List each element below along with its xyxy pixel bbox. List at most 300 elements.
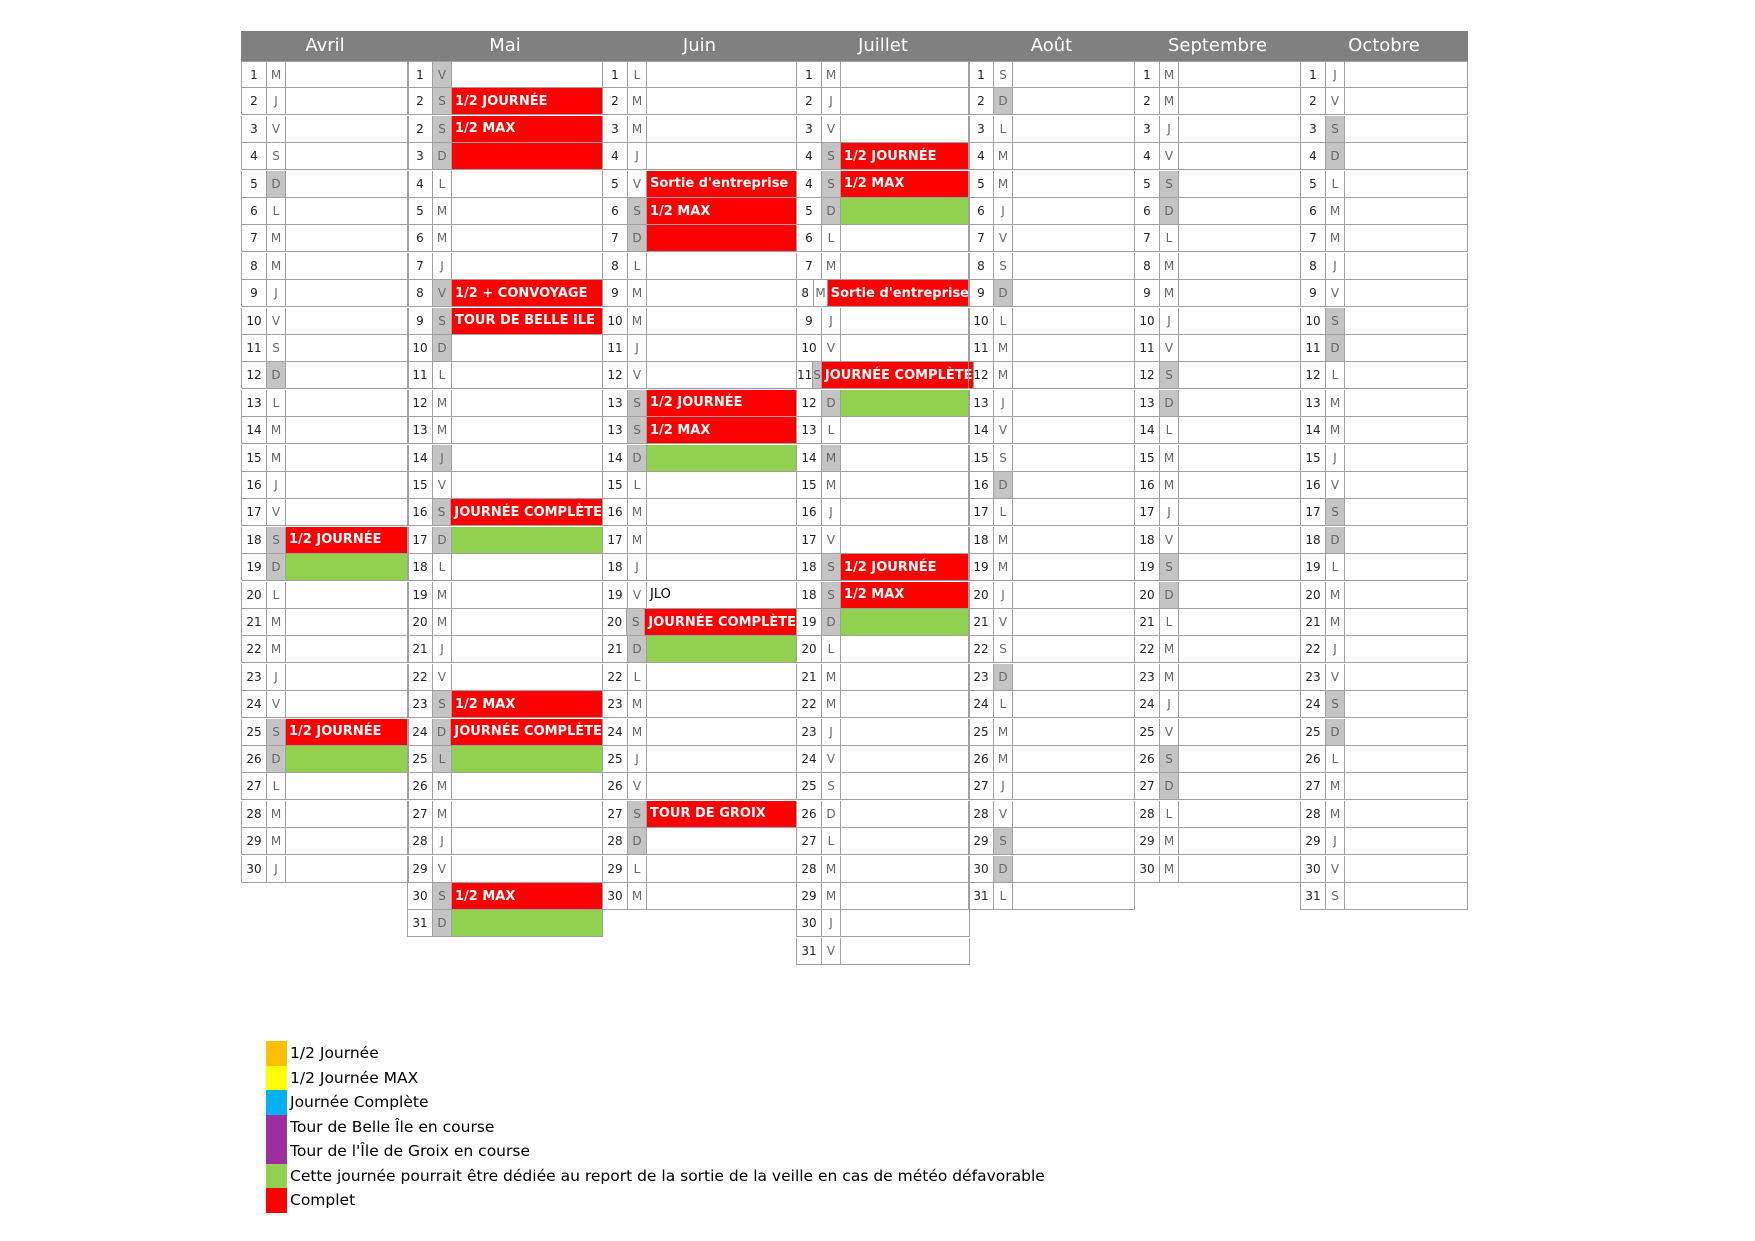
day-number: 17 bbox=[968, 499, 993, 525]
day-number: 20 bbox=[602, 609, 626, 635]
day-number: 4 bbox=[796, 143, 821, 169]
day-row bbox=[1300, 609, 1468, 636]
empty-cell bbox=[1012, 417, 1135, 443]
day-row bbox=[602, 61, 797, 88]
empty-cell bbox=[1012, 116, 1135, 142]
day-number: 30 bbox=[796, 910, 821, 936]
weekday-letter: M bbox=[266, 417, 285, 443]
weekday-letter: M bbox=[1325, 225, 1344, 251]
empty-cell bbox=[1012, 773, 1135, 799]
day-row bbox=[796, 856, 970, 883]
day-row bbox=[407, 445, 603, 472]
empty-cell bbox=[1012, 225, 1135, 251]
day-row bbox=[1134, 499, 1301, 526]
weekday-letter: J bbox=[821, 910, 840, 936]
day-row bbox=[1134, 636, 1301, 663]
weekday-letter: M bbox=[1159, 636, 1178, 662]
empty-cell bbox=[1344, 225, 1468, 251]
weekday-letter: J bbox=[821, 499, 840, 525]
day-number: 5 bbox=[407, 198, 432, 224]
empty-cell bbox=[1012, 636, 1135, 662]
month-header: Septembre bbox=[1134, 31, 1301, 61]
empty-cell bbox=[1178, 582, 1301, 608]
day-row bbox=[1134, 472, 1301, 499]
weekday-letter: V bbox=[432, 856, 451, 882]
weekday-letter: L bbox=[993, 308, 1012, 334]
day-number: 26 bbox=[796, 801, 821, 827]
event-cell: JOURNÉE COMPLÈTE bbox=[821, 362, 974, 388]
day-row bbox=[796, 938, 970, 965]
day-row bbox=[1134, 280, 1301, 307]
weekday-letter: S bbox=[993, 62, 1012, 87]
empty-cell bbox=[1178, 362, 1301, 388]
weekday-letter: L bbox=[1325, 171, 1344, 197]
weekday-letter: M bbox=[1325, 773, 1344, 799]
weekday-letter: J bbox=[1159, 308, 1178, 334]
empty-cell bbox=[646, 280, 797, 306]
day-row bbox=[796, 308, 970, 335]
empty-cell bbox=[1344, 253, 1468, 279]
day-row bbox=[602, 773, 797, 800]
day-number: 3 bbox=[1300, 116, 1325, 142]
empty-cell bbox=[1012, 582, 1135, 608]
day-row bbox=[602, 88, 797, 115]
legend-label: Tour de Belle Île en course bbox=[290, 1117, 495, 1136]
empty-cell bbox=[1344, 335, 1468, 361]
day-row bbox=[602, 225, 797, 252]
empty-cell bbox=[1178, 198, 1301, 224]
weekday-letter: M bbox=[627, 883, 646, 909]
day-row bbox=[1300, 664, 1468, 691]
empty-cell bbox=[285, 582, 409, 608]
weekday-letter: M bbox=[821, 856, 840, 882]
weekday-letter: L bbox=[1159, 417, 1178, 443]
weekday-letter: M bbox=[821, 472, 840, 498]
day-row bbox=[1300, 801, 1468, 828]
weekday-letter: M bbox=[266, 225, 285, 251]
weekday-letter: M bbox=[266, 828, 285, 854]
empty-cell bbox=[1178, 143, 1301, 169]
day-number: 23 bbox=[1134, 664, 1159, 690]
weekday-letter: J bbox=[993, 390, 1012, 416]
day-row bbox=[241, 664, 409, 691]
month-header: Avril bbox=[241, 31, 409, 61]
weekday-letter: J bbox=[1159, 116, 1178, 142]
day-number: 27 bbox=[602, 801, 627, 827]
weekday-letter: V bbox=[993, 801, 1012, 827]
empty-cell bbox=[1012, 499, 1135, 525]
day-number: 22 bbox=[968, 636, 993, 662]
empty-cell bbox=[1344, 856, 1468, 882]
empty-cell bbox=[840, 445, 970, 471]
weekday-letter: V bbox=[432, 664, 451, 690]
day-number: 29 bbox=[968, 828, 993, 854]
day-row bbox=[407, 472, 603, 499]
empty-cell bbox=[451, 664, 603, 690]
month-2 bbox=[407, 31, 603, 938]
empty-cell bbox=[1012, 664, 1135, 690]
weekday-letter: S bbox=[1325, 499, 1344, 525]
day-number: 7 bbox=[796, 253, 821, 279]
empty-cell bbox=[451, 62, 603, 87]
day-row bbox=[796, 472, 970, 499]
empty-cell bbox=[451, 143, 603, 169]
weekday-letter: V bbox=[627, 773, 646, 799]
day-row bbox=[602, 664, 797, 691]
day-row bbox=[602, 445, 797, 472]
empty-cell bbox=[840, 527, 970, 553]
day-row bbox=[407, 609, 603, 636]
day-number: 26 bbox=[407, 773, 432, 799]
day-number: 29 bbox=[241, 828, 266, 854]
weekday-letter: M bbox=[432, 225, 451, 251]
weekday-letter: L bbox=[1159, 609, 1178, 635]
day-row bbox=[407, 828, 603, 855]
empty-cell bbox=[285, 856, 409, 882]
day-number: 10 bbox=[241, 308, 266, 334]
empty-cell bbox=[840, 938, 970, 964]
empty-cell bbox=[1012, 691, 1135, 717]
month-4 bbox=[796, 31, 973, 965]
day-number: 14 bbox=[407, 445, 432, 471]
weekday-letter: M bbox=[1159, 664, 1178, 690]
day-number: 23 bbox=[602, 691, 627, 717]
weekday-letter: L bbox=[627, 62, 646, 87]
empty-cell bbox=[1344, 62, 1468, 87]
event-cell: 1/2 JOURNÉE bbox=[285, 527, 409, 553]
day-number: 5 bbox=[796, 198, 821, 224]
weekday-letter: L bbox=[432, 171, 451, 197]
weekday-letter: D bbox=[627, 828, 646, 854]
empty-cell bbox=[1012, 445, 1135, 471]
day-number: 27 bbox=[1300, 773, 1325, 799]
day-row bbox=[241, 856, 409, 883]
day-row bbox=[968, 61, 1135, 88]
day-row bbox=[968, 253, 1135, 280]
empty-cell bbox=[451, 856, 603, 882]
day-number: 9 bbox=[602, 280, 627, 306]
day-row bbox=[796, 225, 970, 252]
weekday-letter: M bbox=[432, 390, 451, 416]
weekday-letter: S bbox=[627, 198, 646, 224]
day-row bbox=[1300, 773, 1468, 800]
day-number: 29 bbox=[602, 856, 627, 882]
day-number: 14 bbox=[1134, 417, 1159, 443]
weekday-letter: L bbox=[266, 582, 285, 608]
day-row bbox=[241, 609, 409, 636]
day-row bbox=[1300, 362, 1468, 389]
empty-cell bbox=[646, 691, 797, 717]
weekday-letter: S bbox=[432, 308, 451, 334]
empty-cell bbox=[840, 691, 970, 717]
weekday-letter: J bbox=[627, 746, 646, 772]
empty-cell bbox=[1012, 335, 1135, 361]
day-number: 30 bbox=[407, 883, 432, 909]
empty-cell bbox=[1178, 253, 1301, 279]
day-number: 6 bbox=[1134, 198, 1159, 224]
weekday-letter: V bbox=[1325, 88, 1344, 114]
day-number: 17 bbox=[407, 527, 432, 553]
empty-cell bbox=[1178, 828, 1301, 854]
weekday-letter: M bbox=[266, 445, 285, 471]
empty-cell bbox=[646, 856, 797, 882]
weekday-letter: M bbox=[1325, 609, 1344, 635]
day-number: 21 bbox=[602, 636, 627, 662]
day-number: 2 bbox=[1300, 88, 1325, 114]
weekday-letter: J bbox=[1325, 828, 1344, 854]
day-number: 3 bbox=[1134, 116, 1159, 142]
empty-cell bbox=[1344, 198, 1468, 224]
calendar bbox=[241, 31, 1476, 971]
day-number: 12 bbox=[796, 390, 821, 416]
day-row bbox=[241, 280, 409, 307]
empty-cell bbox=[451, 828, 603, 854]
weekday-letter: L bbox=[821, 417, 840, 443]
day-row bbox=[407, 554, 603, 581]
month-header: Juillet bbox=[796, 31, 970, 61]
day-row bbox=[796, 746, 970, 773]
day-number: 8 bbox=[407, 280, 432, 306]
empty-cell bbox=[1178, 499, 1301, 525]
event-cell: JOURNÉE COMPLÈTE bbox=[644, 609, 797, 635]
day-number: 10 bbox=[796, 335, 821, 361]
weekday-letter: M bbox=[432, 582, 451, 608]
empty-cell bbox=[646, 308, 797, 334]
empty-cell bbox=[646, 719, 797, 745]
day-number: 10 bbox=[968, 308, 993, 334]
day-number: 6 bbox=[796, 225, 821, 251]
empty-cell bbox=[285, 445, 409, 471]
day-number: 21 bbox=[968, 609, 993, 635]
day-number: 5 bbox=[602, 171, 627, 197]
day-number: 18 bbox=[1300, 527, 1325, 553]
empty-cell bbox=[646, 253, 797, 279]
day-row bbox=[602, 253, 797, 280]
weekday-letter: L bbox=[432, 362, 451, 388]
day-number: 16 bbox=[602, 499, 627, 525]
day-number: 11 bbox=[602, 335, 627, 361]
day-row bbox=[602, 691, 797, 718]
weekday-letter: V bbox=[1159, 527, 1178, 553]
day-number: 1 bbox=[1300, 62, 1325, 87]
weekday-letter: J bbox=[432, 828, 451, 854]
day-row bbox=[1300, 691, 1468, 718]
day-number: 24 bbox=[796, 746, 821, 772]
day-number: 27 bbox=[968, 773, 993, 799]
empty-cell bbox=[1344, 691, 1468, 717]
empty-cell bbox=[1344, 828, 1468, 854]
weekday-letter: M bbox=[627, 88, 646, 114]
day-row bbox=[796, 801, 970, 828]
empty-cell bbox=[1178, 280, 1301, 306]
day-row bbox=[1134, 554, 1301, 581]
weekday-letter: S bbox=[1159, 554, 1178, 580]
weekday-letter: J bbox=[432, 253, 451, 279]
empty-cell bbox=[451, 445, 603, 471]
empty-cell bbox=[646, 527, 797, 553]
weekday-letter: M bbox=[1159, 88, 1178, 114]
weekday-letter: S bbox=[1159, 746, 1178, 772]
report-day-cell bbox=[646, 636, 797, 662]
weekday-letter: M bbox=[266, 636, 285, 662]
empty-cell bbox=[646, 746, 797, 772]
empty-cell bbox=[1012, 609, 1135, 635]
day-number: 20 bbox=[407, 609, 432, 635]
empty-cell bbox=[1344, 417, 1468, 443]
empty-cell bbox=[1344, 609, 1468, 635]
day-number: 2 bbox=[241, 88, 266, 114]
day-row bbox=[407, 636, 603, 663]
day-number: 19 bbox=[241, 554, 266, 580]
empty-cell bbox=[1012, 308, 1135, 334]
empty-cell bbox=[646, 828, 797, 854]
day-row bbox=[602, 280, 797, 307]
day-number: 8 bbox=[1134, 253, 1159, 279]
empty-cell bbox=[1178, 335, 1301, 361]
day-number: 3 bbox=[241, 116, 266, 142]
day-number: 19 bbox=[968, 554, 993, 580]
weekday-letter: L bbox=[993, 116, 1012, 142]
day-row bbox=[796, 910, 970, 937]
event-cell: Sortie d'entreprise bbox=[646, 171, 797, 197]
day-number: 4 bbox=[1300, 143, 1325, 169]
weekday-letter: S bbox=[266, 719, 285, 745]
empty-cell bbox=[840, 746, 970, 772]
day-number: 18 bbox=[241, 527, 266, 553]
day-row bbox=[1134, 445, 1301, 472]
weekday-letter: M bbox=[821, 883, 840, 909]
weekday-letter: J bbox=[432, 636, 451, 662]
day-number: 13 bbox=[1134, 390, 1159, 416]
day-row bbox=[602, 198, 797, 225]
empty-cell bbox=[1012, 801, 1135, 827]
legend-item bbox=[266, 1139, 1045, 1164]
day-row bbox=[602, 116, 797, 143]
weekday-letter: J bbox=[993, 582, 1012, 608]
empty-cell bbox=[451, 335, 603, 361]
day-number: 24 bbox=[1300, 691, 1325, 717]
day-number: 27 bbox=[1134, 773, 1159, 799]
empty-cell bbox=[1344, 883, 1468, 909]
day-row bbox=[602, 828, 797, 855]
weekday-letter: M bbox=[627, 280, 646, 306]
report-day-cell bbox=[285, 746, 409, 772]
day-number: 11 bbox=[241, 335, 266, 361]
day-row bbox=[796, 171, 970, 198]
day-number: 15 bbox=[968, 445, 993, 471]
empty-cell bbox=[1012, 719, 1135, 745]
day-row bbox=[602, 719, 797, 746]
empty-cell bbox=[1178, 225, 1301, 251]
empty-cell bbox=[451, 198, 603, 224]
weekday-letter: M bbox=[432, 417, 451, 443]
day-number: 18 bbox=[602, 554, 627, 580]
day-number: 29 bbox=[796, 883, 821, 909]
weekday-letter: S bbox=[266, 143, 285, 169]
day-number: 12 bbox=[1300, 362, 1325, 388]
weekday-letter: D bbox=[266, 171, 285, 197]
weekday-letter: D bbox=[821, 390, 840, 416]
event-cell: 1/2 MAX bbox=[451, 883, 603, 909]
day-row bbox=[968, 116, 1135, 143]
empty-cell bbox=[285, 280, 409, 306]
day-row bbox=[1300, 554, 1468, 581]
day-row bbox=[796, 828, 970, 855]
empty-cell bbox=[285, 116, 409, 142]
weekday-letter: M bbox=[266, 253, 285, 279]
empty-cell bbox=[840, 116, 970, 142]
day-row bbox=[602, 308, 797, 335]
day-number: 25 bbox=[407, 746, 432, 772]
day-number: 26 bbox=[1134, 746, 1159, 772]
day-row bbox=[407, 171, 603, 198]
weekday-letter: M bbox=[1159, 62, 1178, 87]
empty-cell bbox=[1344, 746, 1468, 772]
day-number: 20 bbox=[1134, 582, 1159, 608]
day-number: 9 bbox=[1134, 280, 1159, 306]
day-row bbox=[241, 499, 409, 526]
weekday-letter: V bbox=[993, 225, 1012, 251]
day-row bbox=[407, 664, 603, 691]
day-number: 13 bbox=[241, 390, 266, 416]
weekday-letter: S bbox=[1159, 171, 1178, 197]
day-number: 20 bbox=[1300, 582, 1325, 608]
day-number: 2 bbox=[796, 88, 821, 114]
weekday-letter: M bbox=[821, 62, 840, 87]
day-number: 13 bbox=[968, 390, 993, 416]
weekday-letter: J bbox=[1325, 445, 1344, 471]
day-row bbox=[1300, 499, 1468, 526]
empty-cell bbox=[285, 636, 409, 662]
day-number: 30 bbox=[241, 856, 266, 882]
empty-cell bbox=[840, 225, 970, 251]
empty-cell bbox=[285, 198, 409, 224]
day-number: 25 bbox=[602, 746, 627, 772]
day-row bbox=[241, 719, 409, 746]
empty-cell bbox=[840, 773, 970, 799]
day-number: 5 bbox=[1134, 171, 1159, 197]
empty-cell bbox=[285, 417, 409, 443]
day-number: 27 bbox=[796, 828, 821, 854]
day-number: 22 bbox=[1134, 636, 1159, 662]
day-row bbox=[1134, 171, 1301, 198]
day-row bbox=[407, 883, 603, 910]
day-row bbox=[796, 335, 970, 362]
day-number: 20 bbox=[968, 582, 993, 608]
day-row bbox=[602, 746, 797, 773]
day-row bbox=[968, 335, 1135, 362]
empty-cell bbox=[1012, 253, 1135, 279]
weekday-letter: M bbox=[1325, 198, 1344, 224]
weekday-letter: M bbox=[1159, 253, 1178, 279]
day-row bbox=[1300, 335, 1468, 362]
day-number: 4 bbox=[407, 171, 432, 197]
day-number: 11 bbox=[1134, 335, 1159, 361]
empty-cell bbox=[451, 636, 603, 662]
empty-cell bbox=[646, 335, 797, 361]
weekday-letter: J bbox=[821, 88, 840, 114]
weekday-letter: S bbox=[821, 773, 840, 799]
day-number: 23 bbox=[241, 664, 266, 690]
event-cell: TOUR DE GROIX bbox=[646, 801, 797, 827]
day-number: 25 bbox=[968, 719, 993, 745]
day-number: 23 bbox=[968, 664, 993, 690]
weekday-letter: D bbox=[266, 554, 285, 580]
day-number: 29 bbox=[407, 856, 432, 882]
empty-cell bbox=[1012, 390, 1135, 416]
day-number: 7 bbox=[968, 225, 993, 251]
day-row bbox=[241, 472, 409, 499]
